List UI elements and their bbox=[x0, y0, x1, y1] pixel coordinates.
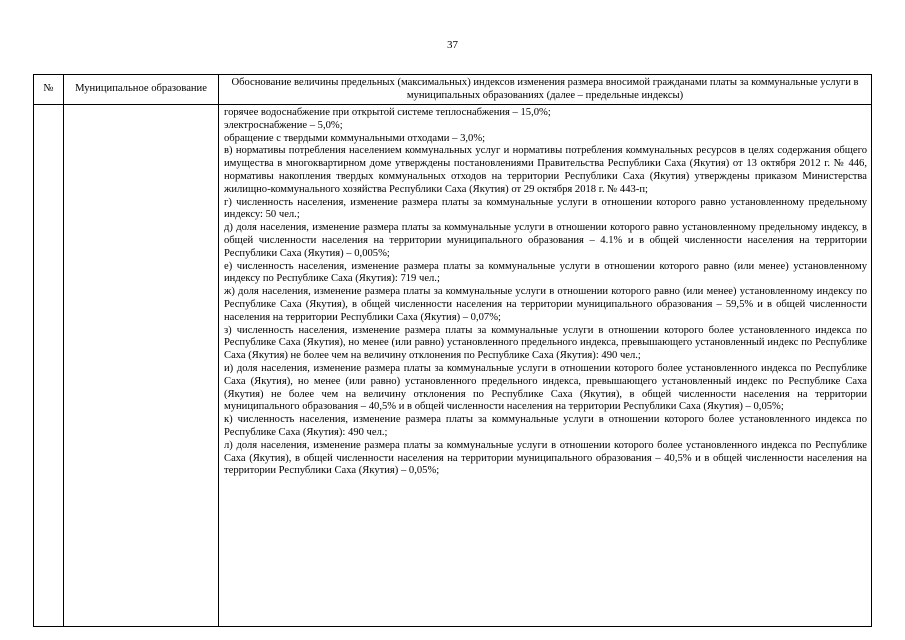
header-justification: Обоснование величины предельных (максимальных) индексов изменения размера вносимой гражданами платы за коммунальные услуги в муниципальных образованиях (далее – предельные индексы) bbox=[219, 75, 872, 105]
paragraph: и) доля населения, изменение размера платы за коммунальные услуги в отношении которого более установленного индекса по Республике Саха (Якутия), но менее (или равно) установленного предельного индекса, превышающего установленный индекс по Республике Саха (Якутия) не более чем на величину отклонения по Республике Саха (Якутия), в общей численности населения на территории муниципального образования – 40,5% и в общей численности населения на территории Республики Саха (Якутия) – 0,05%; bbox=[224, 362, 867, 413]
paragraph: д) доля населения, изменение размера платы за коммунальные услуги в отношении которого равно установленному предельному индексу, в общей численности населения на территории муниципального образования – 4.1% и в общей численности населения на территории Республики Саха (Якутия) – 0,005%; bbox=[224, 222, 867, 259]
paragraph: з) численность населения, изменение размера платы за коммунальные услуги в отношении которого более установленного индекса по Республике Саха (Якутия), но менее (или равно) установленного предельного индекса, превышающего установленный индекс по Республике Саха (Якутия) не более чем на величину отклонения по Республике Саха (Якутия): 490 чел.; bbox=[224, 324, 867, 362]
table-row bbox=[34, 105, 872, 627]
paragraph: электроснабжение – 5,0%; bbox=[224, 119, 343, 131]
paragraph: л) доля населения, изменение размера платы за коммунальные услуги в отношении которого более установленного индекса по Республике Саха (Якутия), в общей численности населения на территории муниципального образования – 40,5% и в общей численности населения на территории Республики Саха (Якутия) – 0,05%; bbox=[224, 439, 867, 477]
paragraph: в) нормативы потребления населением коммунальных услуг и нормативы потребления коммунальных ресурсов в целях содержания общего имущества в многоквартирном доме утверждены постановлениями Правительства Республики Саха (Якутия) от 13 октября 2012 г. № 446, нормативы накопления твердых коммунальных отходов на территории Республики Саха (Якутия) утверждены приказом Министерства жилищно-коммунального хозяйства Республики Саха (Якутия) от 29 октября 2018 г. № 443-п; bbox=[224, 145, 867, 195]
paragraph: к) численность населения, изменение размера платы за коммунальные услуги в отношении которого более установленного индекса по Республике Саха (Якутия): 490 чел.; bbox=[224, 414, 867, 438]
paragraph: г) численность населения, изменение размера платы за коммунальные услуги в отношении которого равно установленному предельному индексу: 50 чел.; bbox=[224, 196, 867, 221]
paragraph: ж) доля населения, изменение размера платы за коммунальные услуги в отношении которого равно (или менее) установленному индексу по Республике Саха (Якутия), в общей численности населения на территории муниципального образования – 59,5% и в общей численности населения на территории Республики Саха (Якутия) – 0,07%; bbox=[224, 286, 867, 323]
header-number: № bbox=[34, 75, 64, 105]
paragraph: е) численность населения, изменение размера платы за коммунальные услуги в отношении которого равно (или менее) установленному индексу по Республике Саха (Якутия): 719 чел.; bbox=[224, 260, 867, 285]
header-municipality: Муниципальное образование bbox=[64, 75, 219, 105]
cell-justification bbox=[219, 105, 872, 627]
cell-municipality bbox=[64, 105, 219, 627]
cell-number bbox=[34, 105, 64, 627]
table-header-row bbox=[34, 75, 872, 105]
paragraph: горячее водоснабжение при открытой системе теплоснабжения – 15,0%; bbox=[224, 107, 551, 118]
indices-table bbox=[33, 74, 872, 627]
paragraph: обращение с твердыми коммунальными отходами – 3,0%; bbox=[224, 132, 486, 144]
justification-text bbox=[219, 105, 871, 478]
page-number: 37 bbox=[447, 39, 458, 51]
